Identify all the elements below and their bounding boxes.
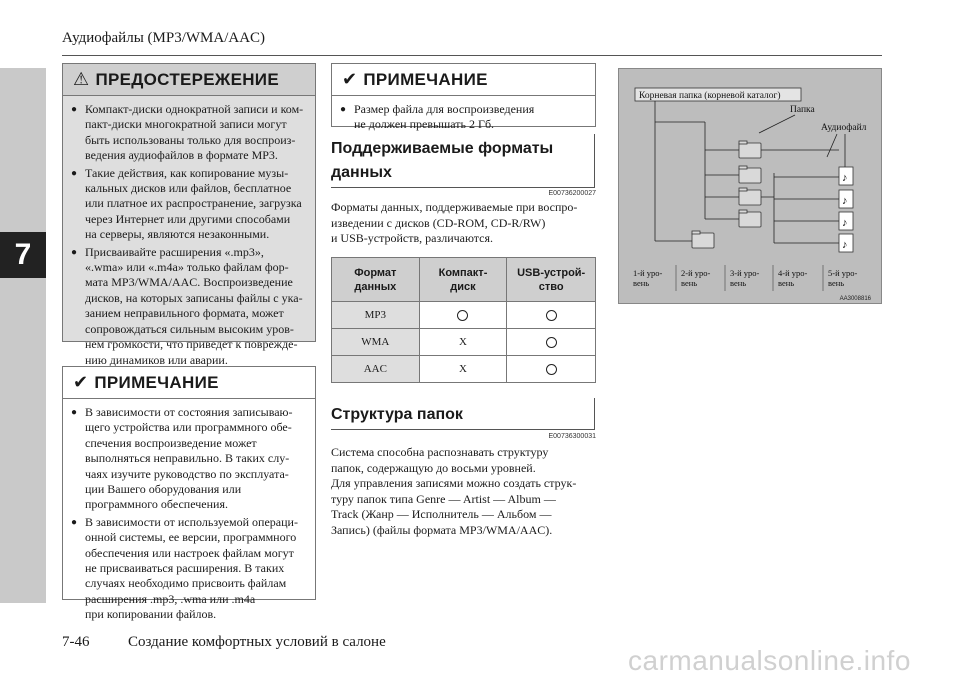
page-number: 7-46 <box>62 634 90 650</box>
level-label: вень <box>633 278 650 288</box>
table-header-usb: USB-устрой- ство <box>507 258 596 302</box>
table-header-cd: Компакт- диск <box>419 258 507 302</box>
bullet-icon: ● <box>71 516 78 528</box>
level-label: 4-й уро- <box>778 268 808 278</box>
note-header <box>63 367 315 399</box>
file-label: Аудиофайл <box>821 123 867 133</box>
cd-cell: X <box>419 329 507 356</box>
formats-table <box>331 257 596 383</box>
level-label: 5-й уро- <box>828 268 858 278</box>
section-rule-vertical <box>594 398 595 429</box>
format-cell: WMA <box>332 329 420 356</box>
note-header <box>332 64 595 96</box>
level-label: вень <box>730 278 747 288</box>
folder-label: Папка <box>790 105 815 115</box>
header-divider <box>62 55 882 56</box>
warning-box <box>62 63 316 367</box>
bullet-icon: ● <box>71 246 78 258</box>
cd-cell <box>419 302 507 329</box>
audio-file-icon <box>839 167 853 185</box>
level-label: вень <box>778 278 795 288</box>
level-label: 3-й уро- <box>730 268 760 278</box>
warning-triangle-icon: ⚠ <box>73 69 90 89</box>
bullet-icon: ● <box>71 104 78 115</box>
folders-description: Система способна распознавать структуру папок, содержащую до восьми уровней. Для управления записями можно создать струк- туру папок типа Genre — Artist — Album — Track (Жанр — Исполнитель — Альбом — Запись) (файлы формата MP3/WMA/AAC). <box>331 445 577 537</box>
warning-header <box>63 64 315 96</box>
warning-body <box>63 96 315 367</box>
diagram-canvas <box>619 69 883 305</box>
folder-icon <box>692 231 714 248</box>
note-title: ПРИМЕЧАНИЕ <box>363 69 488 89</box>
note-body <box>63 399 315 631</box>
chapter-sidebar <box>0 68 46 603</box>
level-label: 2-й уро- <box>681 268 711 278</box>
cd-cell: X <box>419 356 507 383</box>
audio-file-icon <box>839 234 853 252</box>
level-label: вень <box>828 278 845 288</box>
supported-circle-icon <box>546 337 557 348</box>
usb-cell <box>507 329 596 356</box>
section-rule-horizontal <box>331 429 595 430</box>
section-rule-vertical <box>594 134 595 188</box>
section-title-formats: Поддерживаемые форматы данных <box>331 140 554 181</box>
svg-text:♪: ♪ <box>842 195 848 207</box>
table-header-format: Формат данных <box>332 258 420 302</box>
table-row <box>332 356 596 383</box>
note-body <box>332 96 595 141</box>
level-label: 1-й уро- <box>633 268 663 278</box>
note-title: ПРИМЕЧАНИЕ <box>94 372 219 392</box>
diagram-code: AA3008816 <box>839 296 871 302</box>
table-row <box>332 302 596 329</box>
section-code: E00736300031 <box>548 433 596 440</box>
bullet-icon: ● <box>71 167 78 179</box>
folder-icons <box>692 141 761 248</box>
section-rule-horizontal <box>331 187 595 188</box>
level-label: вень <box>681 278 698 288</box>
note-item: ● В зависимости от используемой операци- онной системы, ее версии, программного обеспечения или настроек файлам могут не присваиваться расширения. В таких случаях необходимо присвоить файлам расширения .mp3, .wma или .m4a при копировании файлов. <box>71 514 298 622</box>
svg-text:♪: ♪ <box>842 217 848 229</box>
note-item: ● В зависимости от состояния записываю- щего устройства или программного обе- спечения воспроизведение может выполняться неправильно. В таких слу- чаях изучите руководство по эксплуата- ции Вашего оборудования или программного обеспечения. <box>71 405 293 512</box>
folder-icon <box>739 141 761 158</box>
chapter-tab: 7 <box>0 232 46 278</box>
svg-text:♪: ♪ <box>842 172 848 184</box>
note-box-left <box>62 366 316 622</box>
section-code: E00736200027 <box>548 190 596 197</box>
warning-item: ● Компакт-диски однократной записи и ком- пакт-диски многократной записи могут быть использованы только для воспроиз- ведения аудиофайлов в формате MP3. <box>71 102 304 163</box>
supported-circle-icon <box>546 310 557 321</box>
root-label: Корневая папка (корневой каталог) <box>639 91 781 101</box>
audio-file-icons <box>839 167 853 252</box>
note-item: ● Размер файла для воспроизведения не должен превышать 2 Гб. <box>340 102 535 132</box>
level-labels <box>633 268 858 288</box>
bullet-icon: ● <box>340 104 347 115</box>
supported-circle-icon <box>457 310 468 321</box>
folder-icon <box>739 210 761 227</box>
audio-file-icon <box>839 190 853 208</box>
format-cell: MP3 <box>332 302 420 329</box>
table-header-row <box>332 258 596 302</box>
note-box-right <box>331 63 596 132</box>
warning-item: ● Такие действия, как копирование музы- кальных дисков или файлов, бесплатное или платное их распространение, загрузка через Интернет или другими способами на серверы, являются незаконными. <box>71 165 302 242</box>
usb-cell <box>507 356 596 383</box>
page-header-title: Аудиофайлы (MP3/WMA/AAC) <box>62 30 266 46</box>
warning-item: ● Присваивайте расширения «.mp3», «.wma» или «.m4a» только файлам фор- мата MP3/WMA/AAC. Воспроизведение дисков, на которых записаны файлы с ука- занием неправильного формата, может сопровождаться сильным высоким уров- нем громкости, что приведет к поврежде- нию динамиков или аварии. <box>71 244 303 367</box>
folder-icon <box>739 166 761 183</box>
warning-title: ПРЕДОСТЕРЕЖЕНИЕ <box>95 69 279 89</box>
formats-description: Форматы данных, поддерживаемые при воспро- изведении с дисков (CD-ROM, CD-R/RW) и USB-устройств, различаются. <box>331 200 578 245</box>
note-check-icon: ✔ <box>73 372 89 392</box>
audio-file-icon <box>839 212 853 230</box>
bullet-icon: ● <box>71 407 78 418</box>
folder-icon <box>739 188 761 205</box>
section-title-folders: Структура папок <box>331 406 463 423</box>
svg-text:♪: ♪ <box>842 239 848 251</box>
footer-section-title: Создание комфортных условий в салоне <box>128 634 386 650</box>
format-cell: AAC <box>332 356 420 383</box>
supported-circle-icon <box>546 364 557 375</box>
usb-cell <box>507 302 596 329</box>
watermark: carmanualsonline.info <box>628 645 911 676</box>
note-check-icon: ✔ <box>342 69 358 89</box>
table-row <box>332 329 596 356</box>
folder-structure-diagram <box>618 68 882 304</box>
